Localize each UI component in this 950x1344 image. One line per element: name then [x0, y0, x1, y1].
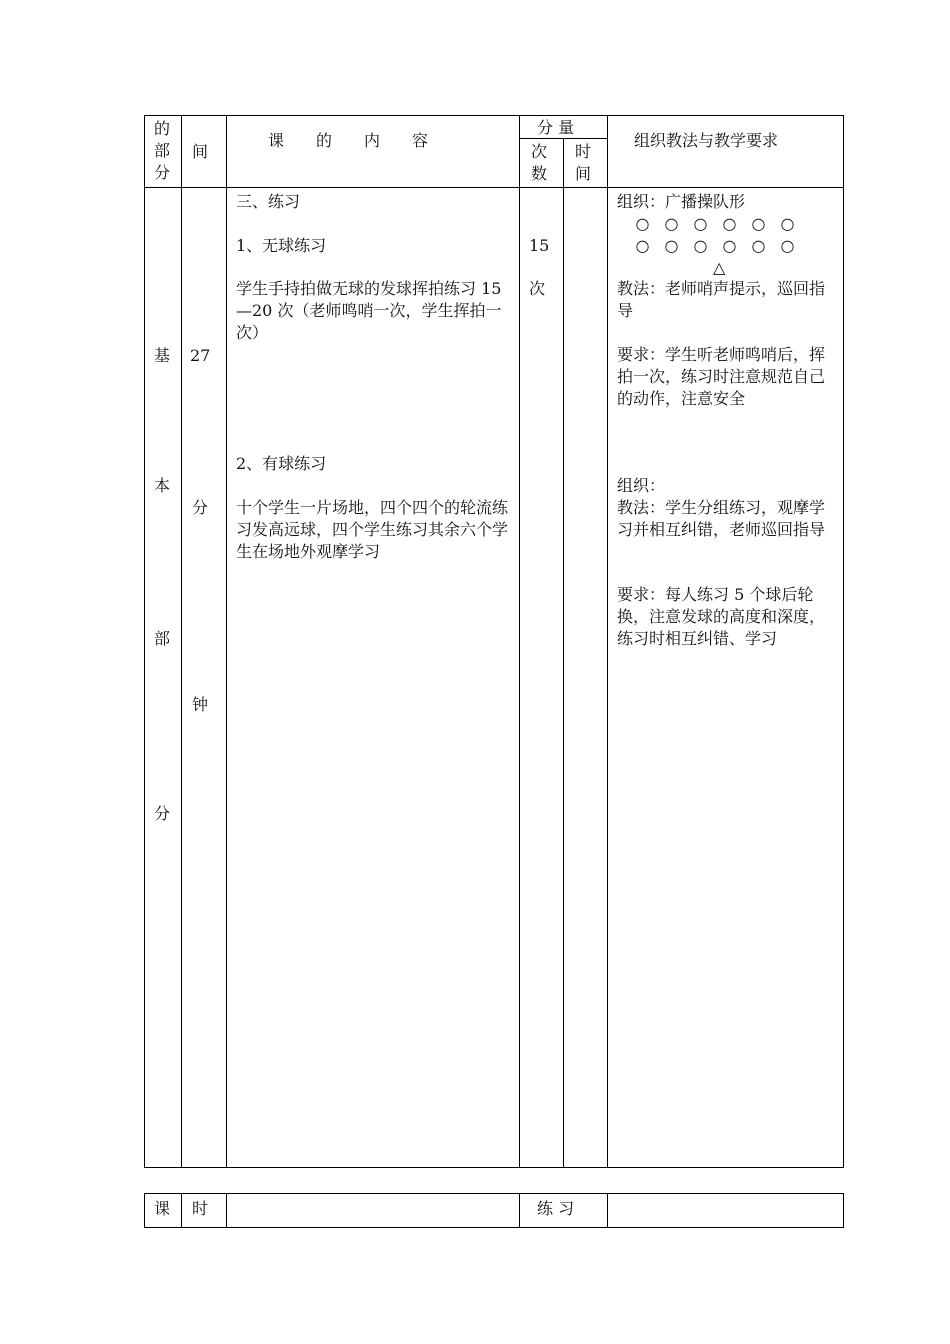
content-item2-desc: 十个学生一片场地，四个四个的轮流练习发高远球，四个学生练习其余六个学生在场地外观摩学习: [236, 498, 509, 561]
footer-hour-char: 时: [191, 1199, 208, 1218]
header-part-char-3: 分: [153, 163, 170, 182]
part-char-ben: 本: [153, 476, 170, 495]
student-mark: ○: [780, 236, 795, 255]
formation-row-2: [628, 235, 802, 257]
footer-divider-2: [226, 1193, 227, 1228]
header-time-label: 间: [191, 142, 208, 161]
student-mark: ○: [722, 214, 737, 233]
header-count-char-1: 次: [530, 142, 547, 161]
formation-row-1: [628, 213, 802, 235]
footer-border-bottom: [144, 1227, 844, 1228]
student-mark: ○: [751, 214, 766, 233]
student-mark: ○: [664, 214, 679, 233]
footer-border-top: [144, 1193, 844, 1194]
content-item2-title: 2、有球练习: [236, 454, 327, 473]
footer-lesson-char: 课: [153, 1199, 170, 1218]
teacher-mark: △: [713, 258, 726, 277]
header-quantity: 分 量: [537, 118, 575, 137]
method-org2: 组织：: [617, 476, 666, 495]
method-teaching2: 教法：学生分组练习，观摩学习并相互纠错，老师巡回指导: [617, 498, 826, 539]
time-value: 27: [190, 346, 211, 365]
footer-divider-4: [607, 1193, 608, 1228]
footer-border-right: [843, 1193, 844, 1228]
student-mark: ○: [693, 214, 708, 233]
method-teaching1: 教法：老师哨声提示，巡回指导: [617, 279, 826, 320]
student-mark: ○: [635, 214, 650, 233]
col-divider-1: [181, 115, 182, 1168]
method-requirement1: 要求：学生听老师鸣哨后，挥拍一次，练习时注意规范自己的动作，注意安全: [617, 345, 826, 408]
footer-practice-label: 练 习: [537, 1199, 575, 1218]
header-part-char-1: 的: [153, 119, 170, 138]
header-content-title: 课 的 内 容: [268, 131, 429, 150]
content-item1-desc: 学生手持拍做无球的发球挥拍练习 15—20 次（老师鸣哨一次，学生挥拍一次）: [236, 279, 502, 342]
part-char-fen: 分: [153, 804, 170, 823]
time-unit-fen: 分: [191, 498, 208, 517]
col-divider-3: [519, 115, 520, 1168]
part-char-ji: 基: [153, 346, 170, 365]
col-divider-2: [226, 115, 227, 1168]
student-mark: ○: [693, 236, 708, 255]
header-count-char-2: 数: [530, 164, 547, 183]
header-bottom-border: [144, 187, 844, 188]
method-org1: 组织：广播操队形: [617, 192, 746, 211]
student-mark: ○: [780, 214, 795, 233]
footer-border-left: [144, 1193, 145, 1228]
student-mark: ○: [751, 236, 766, 255]
header-duration-char-2: 间: [574, 164, 591, 183]
method-requirement2: 要求：每人练习 5 个球后轮换，注意发球的高度和深度，练习时相互纠错、学习: [617, 585, 826, 648]
col-divider-4: [563, 138, 564, 1168]
time-unit-zhong: 钟: [191, 695, 208, 714]
footer-divider-1: [181, 1193, 182, 1228]
content-item1-title: 1、无球练习: [236, 236, 327, 255]
student-mark: ○: [722, 236, 737, 255]
table-border-right: [843, 115, 844, 1168]
part-char-bu: 部: [153, 629, 170, 648]
header-method-title: 组织教法与教学要求: [634, 131, 779, 150]
footer-divider-3: [519, 1193, 520, 1228]
header-duration-char-1: 时: [574, 142, 591, 161]
student-mark: ○: [664, 236, 679, 255]
table-border-bottom: [144, 1167, 844, 1168]
col-divider-5: [607, 115, 608, 1168]
header-part-char-2: 部: [153, 141, 170, 160]
content-section-title: 三、练习: [236, 192, 301, 211]
count-unit: 次: [529, 279, 546, 298]
table-border-left: [144, 115, 145, 1168]
table-border-top: [144, 115, 844, 116]
count-value: 15: [529, 236, 550, 255]
student-mark: ○: [635, 236, 650, 255]
